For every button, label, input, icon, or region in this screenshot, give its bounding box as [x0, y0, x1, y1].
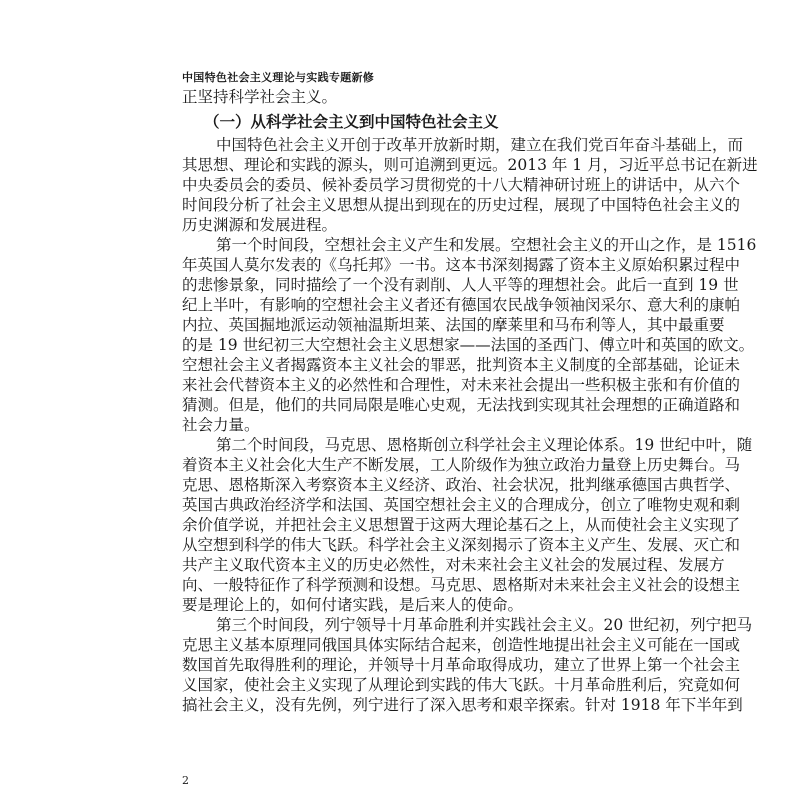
- text-line: 搞社会主义，没有先例，列宁进行了深入思考和艰辛探索。针对 1918 年下半年到: [182, 696, 743, 714]
- text-line: 时间段分析了社会主义思想从提出到现在的历史过程，展现了中国特色社会主义的: [182, 196, 741, 214]
- text-line: 第三个时间段，列宁领导十月革命胜利并实践社会主义。20 世纪初，列宁把马: [216, 616, 753, 634]
- text-line: 中央委员会的委员、候补委员学习贯彻党的十八大精神研讨班上的讲话中，从六个: [182, 176, 741, 194]
- paragraph: [182, 135, 758, 235]
- text-line: 克思主义基本原理同俄国具体实际结合起来，创造性地提出社会主义可能在一国或: [182, 636, 741, 654]
- section-heading: （一）从科学社会主义到中国特色社会主义: [204, 112, 499, 131]
- text-line: 历史渊源和发展进程。: [182, 216, 338, 234]
- text-line: 克思、恩格斯深入考察资本主义经济、政治、社会状况，批判继承德国古典哲学、: [182, 476, 741, 494]
- text-line: 从空想到科学的伟大飞跃。科学社会主义深刻揭示了资本主义产生、发展、灭亡和: [182, 536, 741, 554]
- text-line: 第一个时间段，空想社会主义产生和发展。空想社会主义的开山之作，是 1516: [216, 236, 757, 254]
- text-line: 来社会代替资本主义的必然性和合理性，对未来社会提出一些积极主张和有价值的: [182, 376, 741, 394]
- paragraph: [182, 435, 753, 615]
- text-line: 要是理论上的，如何付诸实践，是后来人的使命。: [182, 596, 524, 614]
- running-head: 中国特色社会主义理论与实践专题新修: [182, 71, 375, 84]
- text-line: 社会力量。: [182, 416, 260, 434]
- text-line: 中国特色社会主义开创于改革开放新时期，建立在我们党百年奋斗基础上，而: [216, 136, 744, 154]
- text-line: 的悲惨景象，同时描绘了一个没有剥削、人人平等的理想社会。此后一直到 19 世: [182, 276, 739, 294]
- text-line: 第二个时间段，马克思、恩格斯创立科学社会主义理论体系。19 世纪中叶，随: [216, 436, 753, 454]
- page-number: 2: [182, 774, 189, 787]
- text-line: 空想社会主义者揭露资本主义社会的罪恶，批判资本主义制度的全部基础，论证未: [182, 356, 741, 374]
- text-line: 纪上半叶，有影响的空想社会主义者还有德国农民战争领袖闵采尔、意大利的康帕: [182, 296, 741, 314]
- opening-line: 正坚持科学社会主义。: [182, 88, 338, 106]
- text-line: 英国古典政治经济学和法国、英国空想社会主义的合理成分，创立了唯物史观和剩: [182, 496, 741, 514]
- paragraphs: [182, 135, 758, 715]
- text-line: 着资本主义社会化大生产不断发展，工人阶级作为独立政治力量登上历史舞台。马: [182, 456, 741, 474]
- page-body: [182, 87, 758, 715]
- paragraph: [182, 235, 757, 435]
- text-line: 向、一般特征作了科学预测和设想。马克思、恩格斯对未来社会主义社会的设想主: [182, 576, 741, 594]
- text-line: 的是 19 世纪初三大空想社会主义思想家——法国的圣西门、傅立叶和英国的欧文。: [182, 336, 755, 354]
- text-line: 义国家，使社会主义实现了从理论到实践的伟大飞跃。十月革命胜利后，究竟如何: [182, 676, 741, 694]
- text-line: 共产主义取代资本主义的历史必然性，对未来社会主义社会的发展过程、发展方: [182, 556, 725, 574]
- text-line: 年英国人莫尔发表的《乌托邦》一书。这本书深刻揭露了资本主义原始积累过程中: [182, 256, 741, 274]
- text-line: 数国首先取得胜利的理论，并领导十月革命取得成功，建立了世界上第一个社会主: [182, 656, 741, 674]
- text-line: 其思想、理论和实践的源头，则可追溯到更远。2013 年 1 月，习近平总书记在新进: [182, 156, 758, 174]
- text-line: 余价值学说，并把社会主义思想置于这两大理论基石之上，从而使社会主义实现了: [182, 516, 741, 534]
- text-line: 内拉、英国掘地派运动领袖温斯坦莱、法国的摩莱里和马布利等人，其中最重要: [182, 316, 725, 334]
- text-line: 猜测。但是，他们的共同局限是唯心史观，无法找到实现其社会理想的正确道路和: [182, 396, 741, 414]
- paragraph: [182, 615, 753, 715]
